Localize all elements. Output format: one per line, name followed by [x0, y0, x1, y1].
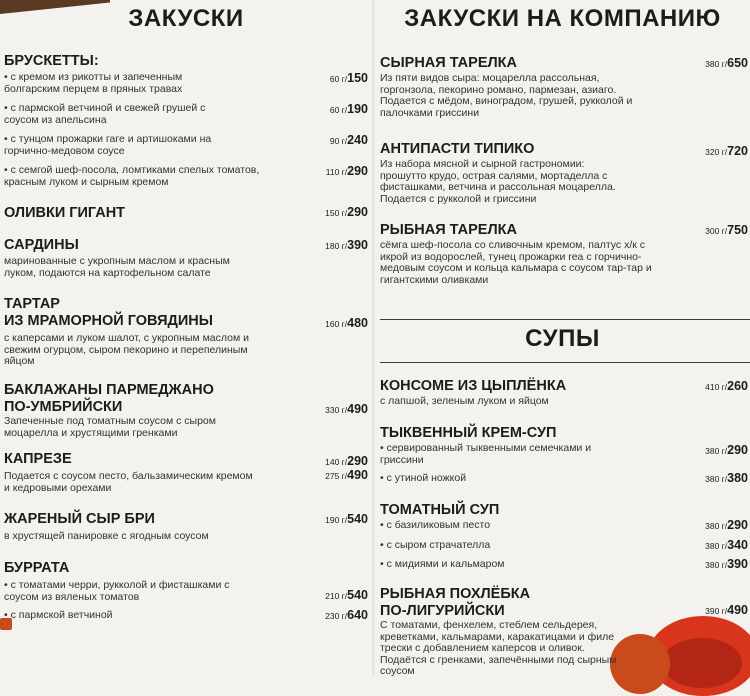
sub-item: • с семгой шеф-посола, ломтиками спелых томатов, красным луком и сырным кремом 110 г/290 — [4, 164, 368, 188]
sub-item: • с мидиями и кальмаром 380 г/390 — [380, 557, 748, 571]
item-price: 320 г/720 — [705, 144, 748, 158]
item-price: 230 г/640 — [325, 608, 368, 622]
item-name: БУРРАТА — [4, 560, 70, 576]
menu-item-caprese — [4, 451, 368, 494]
menu-item-burrata — [4, 560, 368, 622]
item-name: ТЫКВЕННЫЙ КРЕМ-СУП — [380, 425, 557, 441]
item-price: 60 г/150 — [329, 71, 368, 85]
item-price: 380 г/340 — [705, 538, 748, 552]
menu-item-olives — [4, 205, 368, 222]
item-name: САРДИНЫ — [4, 237, 79, 253]
item-description: Из набора мясной и сырной гастрономии: прошутто крудо, острая салями, мортаделла с фисташками, ветчина и рассольная моцарелла. Подается с рукколой и гриссини — [380, 158, 616, 205]
item-price-large: 275 г/490 — [325, 468, 368, 482]
item-name: АНТИПАСТИ ТИПИКО — [380, 141, 535, 157]
item-name: ЖАРЕНЫЙ СЫР БРИ — [4, 511, 155, 527]
menu-item-fish-plate — [380, 222, 748, 286]
item-description: в хрустящей панировке с ягодным соусом — [4, 530, 209, 542]
sub-item: • с пармской ветчиной 230 г/640 — [4, 608, 368, 622]
sharing-and-soups-column — [375, 0, 750, 676]
item-name: БРУСКЕТТЫ: — [4, 53, 99, 69]
item-name: ТАРТАР — [4, 296, 60, 312]
item-price: 300 г/750 — [705, 223, 748, 237]
menu-item-antipasti — [380, 141, 748, 205]
menu-item-pumpkin-soup — [380, 425, 748, 485]
sub-item: • с кремом из рикотты и запеченным болгарским перцем в пряных травах 60 г/150 — [4, 71, 368, 95]
sub-item: • с тунцом прожарки гаге и артишоками на горчично-медовом соусе 90 г/240 — [4, 133, 368, 157]
item-price: 330 г/490 — [325, 402, 368, 416]
sub-item: • с сыром страчателла 380 г/340 — [380, 538, 748, 552]
item-price: 380 г/390 — [705, 557, 748, 571]
item-price: 140 г/290 — [325, 454, 368, 468]
item-name-line2: ИЗ МРАМОРНОЙ ГОВЯДИНЫ — [4, 313, 213, 329]
menu-item-tomato-soup — [380, 502, 748, 571]
soups-title: СУПЫ — [525, 325, 600, 352]
menu-item-tartare — [4, 296, 368, 368]
item-price: 160 г/480 — [325, 316, 368, 330]
item-price: 380 г/380 — [705, 471, 748, 485]
item-price: 180 г/390 — [325, 238, 368, 252]
item-description: с лапшой, зеленым луком и яйцом — [380, 395, 549, 407]
item-price: 90 г/240 — [329, 133, 368, 147]
item-name: СЫРНАЯ ТАРЕЛКА — [380, 55, 517, 71]
item-name: КОНСОМЕ ИЗ ЦЫПЛЁНКА — [380, 378, 567, 394]
item-price: 190 г/540 — [325, 512, 368, 526]
item-price: 210 г/540 — [325, 588, 368, 602]
item-price: 110 г/290 — [325, 164, 368, 178]
menu-item-eggplant — [4, 382, 368, 439]
menu-item-consomme — [380, 378, 748, 408]
item-description: С томатами, фенхелем, стеблем сельдерея, креветками, кальмарами, каракатицами и филе трески с добавлением каперсов и оливок. Подаётся с гренками, запечёнными под сырным соусом — [380, 619, 617, 677]
item-price: 390 г/490 — [705, 603, 748, 617]
item-price: 380 г/290 — [705, 443, 748, 457]
item-description: Запеченные под томатным соусом с сыром моцарелла и хрустящими гренками — [4, 415, 216, 439]
sub-item: • с базиликовым песто 380 г/290 — [380, 518, 748, 532]
item-description: сёмга шеф-посола со сливочным кремом, палтус х/к с икрой из водорослей, тунец прожарки rea с горчично-медовым соусом и кольца кальмара с соусом тар-тар и гигантскими оливками — [380, 239, 652, 286]
item-description: Из пяти видов сыра: моцарелла рассольная, горгонзола, пекорино романо, пармезан, азиаго. Подается с мёдом, виноградом, грушей, рукколой и палочками гриссини — [380, 72, 633, 119]
menu-item-bruschetta — [4, 53, 368, 188]
sub-item: • с томатами черри, рукколой и фисташками с соусом из вяленых томатов 210 г/540 — [4, 579, 368, 603]
item-name: РЫБНАЯ ТАРЕЛКА — [380, 222, 517, 238]
sub-item: • с утиной ножкой 380 г/380 — [380, 471, 748, 485]
item-price: 380 г/650 — [705, 56, 748, 70]
section-rule — [380, 362, 750, 363]
menu-item-cheese-plate — [380, 55, 748, 119]
item-name: КАПРЕЗЕ — [4, 451, 72, 467]
item-price: 60 г/190 — [329, 102, 368, 116]
appetizers-column — [0, 0, 372, 676]
item-price: 380 г/290 — [705, 518, 748, 532]
item-name-line2: ПО-ЛИГУРИЙСКИ — [380, 603, 505, 619]
item-description: Подается с соусом песто, бальзамическим кремом и кедровыми орехами — [4, 470, 253, 494]
item-name: ТОМАТНЫЙ СУП — [380, 502, 500, 518]
item-price: 150 г/290 — [325, 205, 368, 219]
appetizers-title: ЗАКУСКИ — [128, 5, 244, 32]
item-name: ОЛИВКИ ГИГАНТ — [4, 205, 126, 221]
item-name-line2: ПО-УМБРИЙСКИ — [4, 399, 123, 415]
item-name: БАКЛАЖАНЫ ПАРМЕДЖАНО — [4, 382, 214, 398]
section-rule — [380, 319, 750, 320]
item-description: с каперсами и луком шалот, с укропным маслом и свежим огурцом, сыром пекорино и перепелиным яйцом — [4, 332, 249, 367]
menu-item-ligurian-fish-soup — [380, 586, 748, 678]
menu-item-brie — [4, 511, 368, 543]
item-name: РЫБНАЯ ПОХЛЁБКА — [380, 586, 531, 602]
sub-item: • сервированный тыквенными семечками и гриссини 380 г/290 — [380, 442, 748, 466]
item-description: маринованные с укропным маслом и красным луком, подаются на картофельном салате — [4, 255, 230, 279]
sub-item: • с пармской ветчиной и свежей грушей с соусом из апельсина 60 г/190 — [4, 102, 368, 126]
menu-item-sardines — [4, 237, 368, 279]
item-price: 410 г/260 — [705, 379, 748, 393]
sharing-title: ЗАКУСКИ НА КОМПАНИЮ — [404, 5, 721, 32]
